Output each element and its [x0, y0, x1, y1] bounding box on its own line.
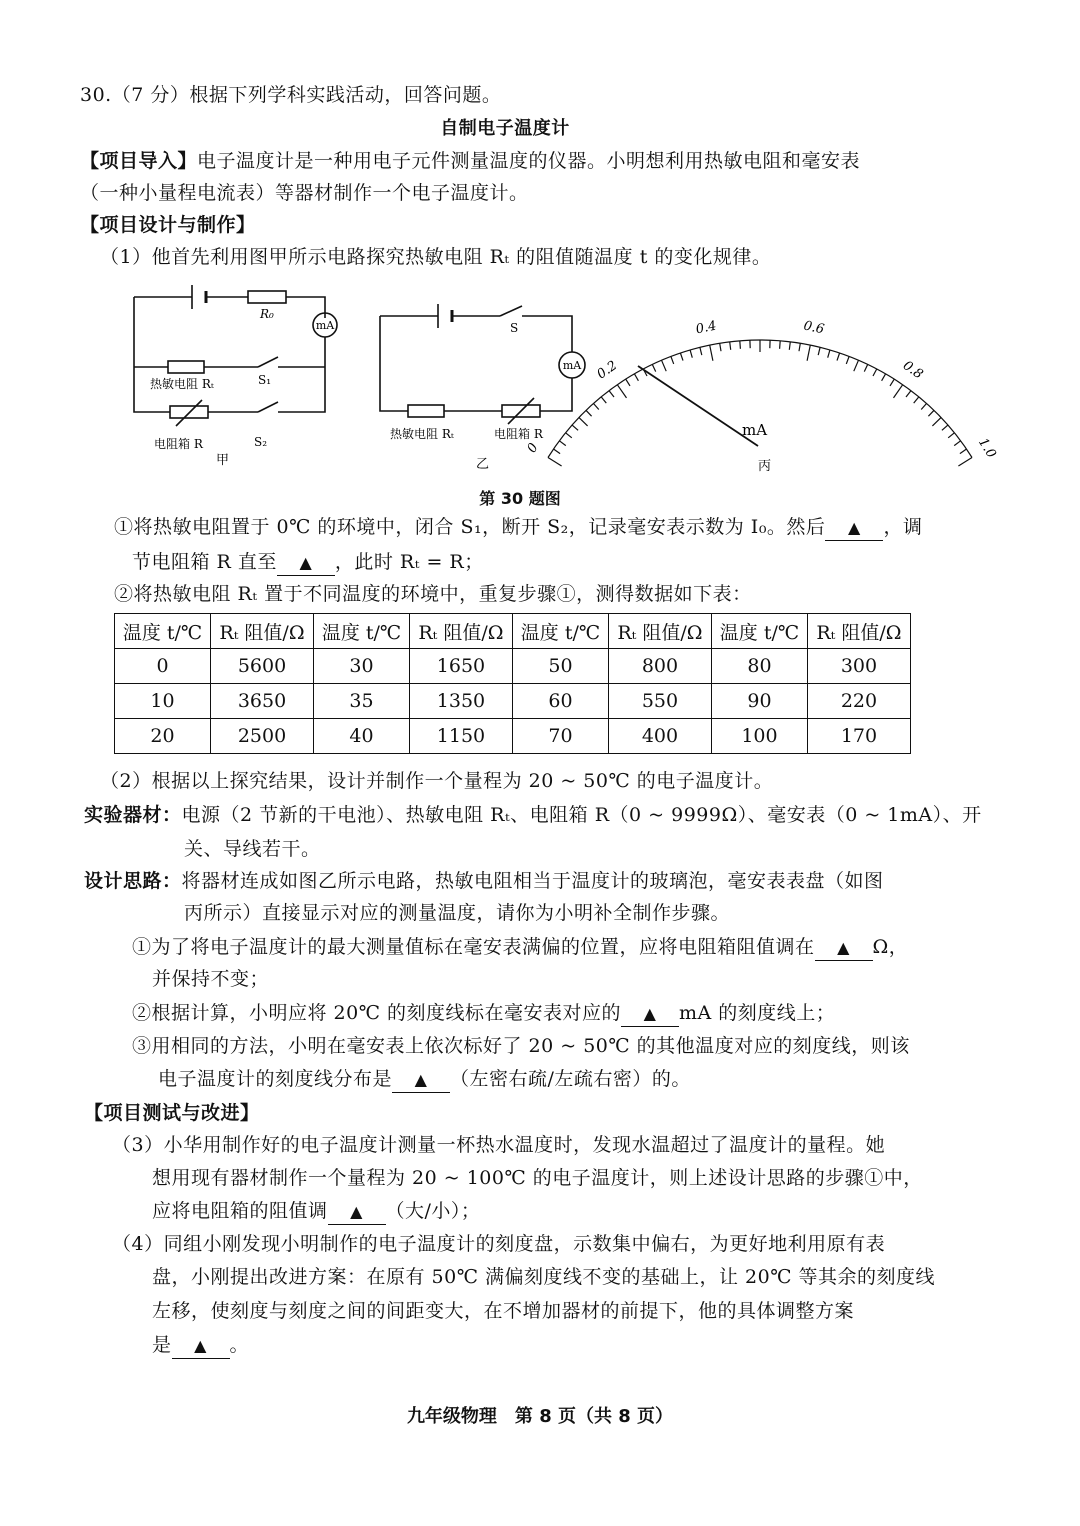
table-header-cell: Rₜ 阻值/Ω — [211, 614, 314, 649]
dial-tick — [626, 379, 630, 386]
dial-tick — [671, 356, 674, 364]
make-step2-text-a: ②根据计算，小明应将 20℃ 的刻度线标在毫安表对应的 — [132, 1002, 622, 1024]
dial-tick — [828, 350, 830, 358]
dial-tick — [864, 364, 867, 371]
step1-line-2 — [132, 547, 484, 577]
s1-label: S₁ — [258, 373, 272, 387]
blank-mark: ▲ — [848, 518, 861, 537]
dial-tick — [730, 342, 731, 350]
dial-tick — [652, 364, 655, 371]
thermistor-label: 热敏电阻 Rₜ — [150, 377, 214, 391]
dial-tick — [594, 404, 599, 410]
table-cell: 2500 — [211, 719, 314, 754]
step1-text-b: ，调 — [883, 516, 923, 538]
dial-tick — [890, 379, 894, 386]
table-header-cell: Rₜ 阻值/Ω — [409, 614, 512, 649]
dial-tick — [799, 343, 800, 351]
table-row — [115, 649, 911, 684]
design-idea-line-2: 丙所示）直接显示对应的测量温度，请你为小明补全制作步骤。 — [184, 902, 731, 924]
table-cell: 35 — [313, 684, 409, 719]
dial-tick — [928, 410, 934, 416]
dial-tick — [690, 350, 692, 358]
table-header-cell: Rₜ 阻值/Ω — [807, 614, 910, 649]
dial-tick — [873, 369, 877, 376]
make-step1-text-b: Ω， — [872, 936, 909, 958]
thermistor-data-table — [114, 613, 911, 754]
table-cell: 400 — [608, 719, 711, 754]
make-step2-line — [132, 998, 835, 1028]
table-header-cell: 温度 t/℃ — [711, 614, 807, 649]
design-tag: 【项目设计与制作】 — [80, 214, 256, 236]
dial-tick — [700, 347, 702, 355]
resistance-box-label: 电阻箱 R — [154, 437, 203, 451]
meter-label: mA — [315, 319, 335, 332]
table-row — [115, 719, 911, 754]
table-cell: 1350 — [409, 684, 512, 719]
answer-blank-2[interactable] — [277, 550, 335, 576]
blank-mark: ▲ — [414, 1070, 428, 1089]
design-idea-tag: 设计思路： — [84, 870, 182, 892]
table-cell: 170 — [807, 719, 910, 754]
dial-tick — [914, 397, 919, 403]
dial-tick — [846, 356, 849, 364]
design-idea-line-1 — [84, 866, 884, 896]
table-row — [115, 684, 911, 719]
make-step3-text-c: （左密右疏/左疏右密）的。 — [450, 1068, 691, 1090]
make-step1-text-a: ①为了将电子温度计的最大测量值标在毫安表满偏的位置，应将电阻箱阻值调在 — [132, 936, 815, 958]
step1-text-d: ，此时 Rₜ = R； — [334, 551, 484, 573]
dial-tick — [954, 441, 960, 446]
part2-text: （2）根据以上探究结果，设计并制作一个量程为 20 ~ 50℃ 的电子温度计。 — [100, 770, 774, 792]
dial-tick — [932, 418, 941, 426]
dial-tick — [710, 345, 713, 361]
intro-tag: 【项目导入】 — [80, 150, 198, 172]
make-step2-text-b: mA 的刻度线上； — [679, 1002, 836, 1024]
step1-line-1 — [114, 512, 922, 542]
table-cell: 70 — [512, 719, 608, 754]
resistance-box-arrow — [176, 400, 202, 426]
dial-tick — [906, 391, 911, 397]
dial-tick — [662, 360, 667, 371]
dial-tick — [807, 345, 810, 361]
equipment-text-1: 电源（2 节新的干电池）、热敏电阻 Rₜ、电阻箱 R（0 ~ 9999Ω）、毫安表（0 ~ 1mA）、开 — [181, 804, 982, 826]
question-header: 30.（7 分）根据下列学科实践活动，回答问题。 — [80, 84, 502, 106]
blank-mark: ▲ — [194, 1336, 207, 1355]
make-step3-line-2 — [158, 1064, 691, 1094]
switch-s2 — [258, 402, 278, 412]
figure-yi-label: 乙 — [476, 457, 490, 472]
dial-tick — [921, 404, 926, 410]
part3-line-3 — [152, 1196, 480, 1226]
dial-tick — [634, 374, 638, 381]
table-cell: 550 — [608, 684, 711, 719]
dial-tick — [780, 341, 781, 349]
circuit-diagram-jia — [120, 282, 350, 472]
dial-tick-label: 0 — [524, 440, 542, 456]
blank-mark: ▲ — [837, 938, 850, 957]
intro-text-1: 电子温度计是一种用电子元件测量温度的仪器。小明想利用热敏电阻和毫安表 — [197, 150, 861, 172]
table-cell: 800 — [608, 649, 711, 684]
part4-text-d: 是 — [152, 1334, 172, 1356]
equipment-line-1 — [84, 800, 982, 830]
part3-line-1: （3）小华用制作好的电子温度计测量一杯热水温度时，发现水温超过了温度计的量程。她 — [112, 1134, 886, 1156]
intro-line-2: （一种小量程电流表）等器材制作一个电子温度计。 — [80, 182, 529, 204]
dial-tick — [948, 433, 954, 438]
resistor-r0 — [248, 291, 286, 303]
circuit-diagram-yi — [372, 298, 587, 478]
lower-loop-wire — [134, 297, 325, 412]
table-cell: 1150 — [409, 719, 512, 754]
step1-text-a: ①将热敏电阻置于 0℃ 的环境中，闭合 S₁，断开 S₂，记录毫安表示数为 I₀。然后 — [114, 516, 826, 538]
dial-tick-label: 0.2 — [594, 358, 621, 383]
main-loop-wire — [380, 316, 572, 411]
s2-label: S₂ — [254, 435, 268, 449]
dial-tick — [789, 342, 790, 350]
table-cell: 30 — [313, 649, 409, 684]
table-cell: 220 — [807, 684, 910, 719]
table-cell: 40 — [313, 719, 409, 754]
part4-line-4 — [152, 1330, 249, 1360]
part4-text-e: 。 — [229, 1334, 250, 1356]
blank-mark: ▲ — [643, 1004, 657, 1023]
dial-tick — [617, 385, 626, 398]
resistance-box-arrow — [508, 398, 534, 424]
dial-tick-label: 0.4 — [694, 318, 718, 338]
part1-text: （1）他首先利用图甲所示电路探究热敏电阻 Rₜ 的阻值随温度 t 的变化规律。 — [100, 246, 772, 268]
test-improve-tag: 【项目测试与改进】 — [84, 1102, 260, 1124]
figure-caption: 第 30 题图 — [479, 489, 561, 508]
dial-tick — [882, 374, 886, 381]
table-cell: 5600 — [211, 649, 314, 684]
table-cell: 300 — [807, 649, 910, 684]
meter-label: mA — [562, 359, 582, 372]
dial-tick — [958, 458, 972, 467]
dial-tick — [740, 341, 741, 349]
dial-tick — [837, 353, 840, 361]
equipment-line-2: 关、导线若干。 — [184, 838, 321, 860]
top-wire — [134, 297, 325, 318]
thermistor-rt — [168, 361, 204, 373]
table-cell: 60 — [512, 684, 608, 719]
make-step1-line-2: 并保持不变； — [152, 968, 270, 990]
blank-mark: ▲ — [299, 553, 313, 572]
answer-blank-6[interactable] — [328, 1199, 386, 1225]
make-step3-line-1: ③用相同的方法，小明在毫安表上依次标好了 20 ~ 50℃ 的其他温度对应的刻度线，则该 — [132, 1035, 910, 1057]
part4-line-1: （4）同组小刚发现小明制作的电子温度计的刻度盘，示数集中偏右，为更好地利用原有表 — [112, 1233, 886, 1255]
dial-tick — [854, 360, 859, 371]
question-title: 自制电子温度计 — [440, 118, 570, 139]
dial-tick — [894, 385, 903, 398]
answer-blank-3[interactable] — [815, 935, 873, 961]
dial-tick — [942, 425, 948, 430]
dial-tick — [960, 449, 967, 454]
answer-blank-7[interactable] — [172, 1333, 230, 1359]
table-cell: 90 — [711, 684, 807, 719]
switch-s — [500, 306, 522, 316]
table-cell: 0 — [115, 649, 211, 684]
blank-mark: ▲ — [350, 1202, 363, 1221]
thermistor-label: 热敏电阻 Rₜ — [390, 427, 454, 441]
dial-tick — [818, 347, 820, 355]
part3-text-d: （大/小）； — [385, 1200, 481, 1222]
figure-jia-label: 甲 — [216, 453, 230, 468]
r0-label: R₀ — [260, 307, 274, 321]
dial-tick-label: 0.6 — [802, 318, 826, 338]
table-header-cell: Rₜ 阻值/Ω — [608, 614, 711, 649]
table-header-cell: 温度 t/℃ — [115, 614, 211, 649]
table-cell: 50 — [512, 649, 608, 684]
table-cell: 10 — [115, 684, 211, 719]
part3-line-2: 想用现有器材制作一个量程为 20 ~ 100℃ 的电子温度计，则上述设计思路的步骤①中， — [152, 1167, 923, 1189]
answer-blank-4[interactable] — [621, 1001, 679, 1027]
s-label: S — [510, 321, 519, 335]
figure-bing-label: 丙 — [758, 459, 772, 474]
resistance-box-label: 电阻箱 R — [494, 427, 543, 441]
equipment-tag: 实验器材： — [84, 804, 182, 826]
milliammeter-dial-bing — [524, 290, 999, 480]
answer-blank-1[interactable] — [825, 515, 883, 541]
table-header-cell: 温度 t/℃ — [512, 614, 608, 649]
table-header-row — [115, 614, 911, 649]
dial-tick — [601, 397, 606, 403]
thermistor-rt — [408, 405, 444, 417]
make-step3-text-b: 电子温度计的刻度线分布是 — [158, 1068, 393, 1090]
dial-tick — [609, 391, 614, 397]
part4-line-3: 左移，使刻度与刻度之间的间距变大，在不增加器材的前提下，他的具体调整方案 — [152, 1300, 855, 1322]
part4-line-2: 盘，小刚提出改进方案：在原有 50℃ 满偏刻度线不变的基础上，让 20℃ 等其余的刻度线 — [152, 1266, 936, 1288]
switch-s1 — [258, 357, 278, 367]
table-cell: 80 — [711, 649, 807, 684]
dial-tick — [720, 343, 721, 351]
design-idea-text-1: 将器材连成如图乙所示电路，热敏电阻相当于温度计的玻璃泡，毫安表表盘（如图 — [181, 870, 884, 892]
table-header-cell: 温度 t/℃ — [313, 614, 409, 649]
table-cell: 100 — [711, 719, 807, 754]
step1-text-c: 节电阻箱 R 直至 — [132, 551, 277, 573]
dial-tick — [680, 353, 683, 361]
table-cell: 20 — [115, 719, 211, 754]
answer-blank-5[interactable] — [392, 1067, 450, 1093]
dial-unit-label: mA — [742, 421, 768, 439]
page-footer: 九年级物理 第 8 页（共 8 页） — [406, 1406, 674, 1427]
dial-pointer — [638, 366, 758, 446]
intro-line-1 — [80, 146, 860, 176]
make-step1-line-1 — [132, 932, 908, 962]
dial-tick-label: 1.0 — [975, 435, 999, 461]
step2-text: ②将热敏电阻 Rₜ 置于不同温度的环境中，重复步骤①，测得数据如下表： — [114, 583, 752, 605]
table-cell: 3650 — [211, 684, 314, 719]
part3-text-c: 应将电阻箱的阻值调 — [152, 1200, 328, 1222]
dial-tick-label: 0.8 — [899, 358, 926, 383]
table-cell: 1650 — [409, 649, 512, 684]
